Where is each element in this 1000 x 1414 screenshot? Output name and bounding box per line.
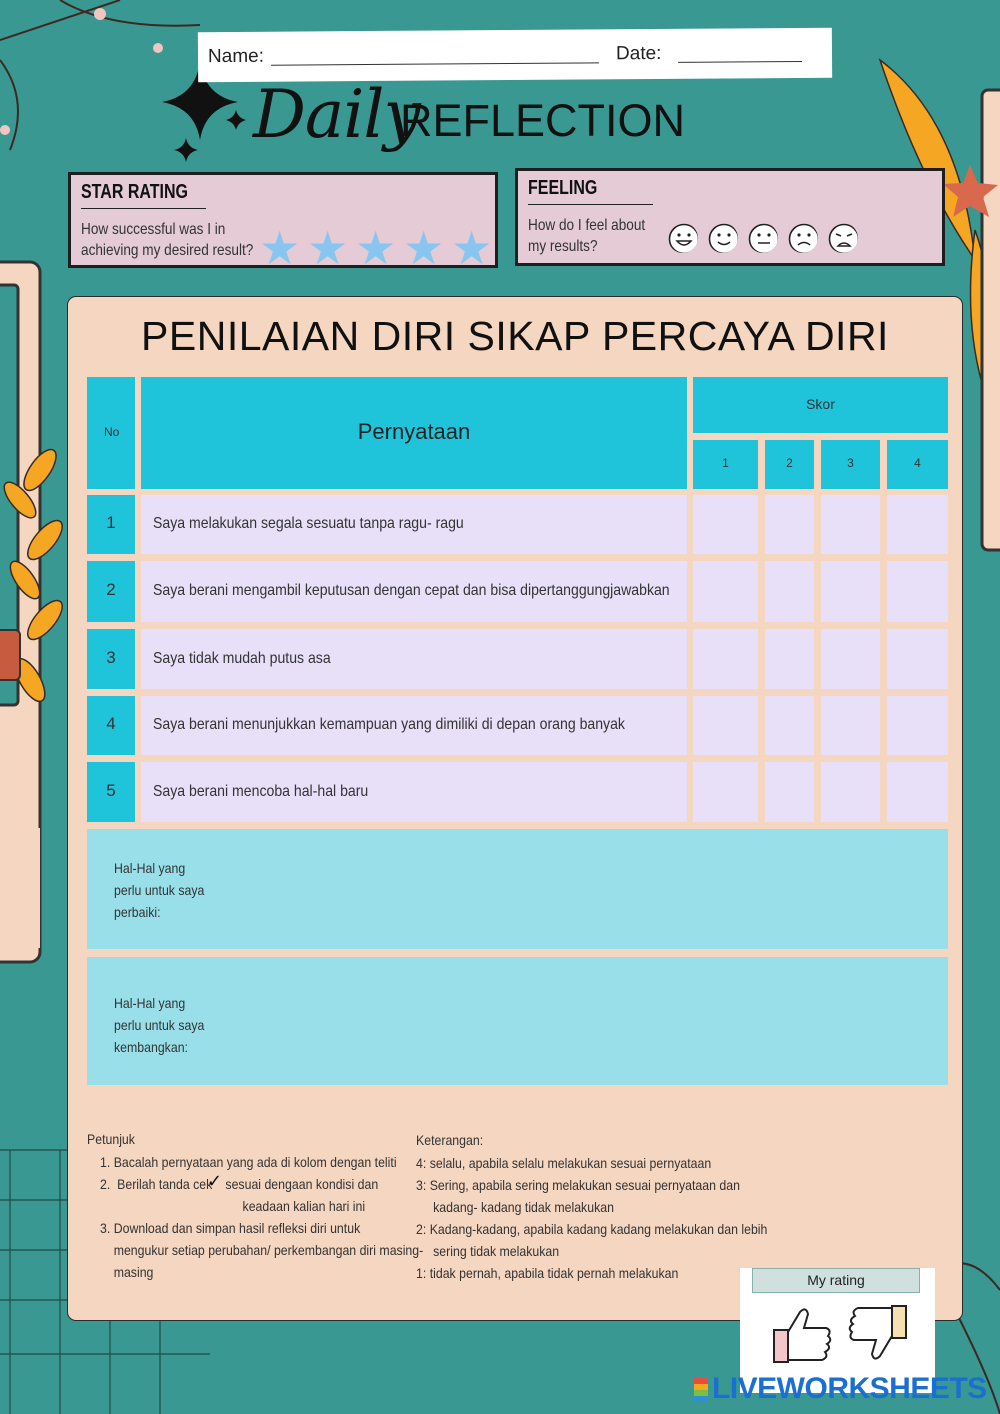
score-cell-r5-3[interactable] — [821, 762, 880, 822]
statement-text: Saya berani menunjukkan kemampuan yang dimiliki di depan orang banyak — [153, 716, 625, 733]
very-happy-face-icon[interactable] — [668, 223, 698, 253]
row-number-cell — [87, 495, 135, 554]
score-label-3: 3 — [847, 456, 854, 470]
score-cell-r3-3[interactable] — [821, 629, 880, 689]
star-icon[interactable]: ★ — [259, 221, 301, 275]
row-number-cell — [87, 561, 135, 622]
date-label: Date: — [615, 42, 662, 65]
improve-notes-label: Hal-Hal yang perlu untuk saya perbaiki: — [114, 860, 205, 920]
statement-cell — [141, 696, 687, 755]
develop-notes-box[interactable] — [87, 957, 948, 1085]
score-cell-r2-2[interactable] — [765, 561, 814, 622]
header-no-cell — [87, 377, 135, 489]
neutral-face-icon[interactable] — [748, 223, 778, 253]
instruction-1: 1. Bacalah pernyataan yang ada di kolom dengan teliti — [100, 1154, 397, 1170]
star-icon[interactable]: ★ — [451, 221, 493, 275]
legend-2: 2: Kadang-kadang, apabila kadang kadang melakukan dan lebih sering tidak melakukan — [416, 1221, 768, 1259]
feeling-underline — [528, 204, 653, 205]
row-number: 5 — [106, 781, 116, 800]
improve-notes-box[interactable] — [87, 829, 948, 949]
liveworksheets-logo-icon — [694, 1378, 708, 1402]
row-number-cell — [87, 762, 135, 822]
header-score: Skor — [806, 396, 835, 412]
score-cell-r1-3[interactable] — [821, 495, 880, 554]
row-number: 4 — [106, 714, 116, 733]
feeling-question: How do I feel about my results? — [528, 217, 646, 255]
statement-text: Saya berani mencoba hal-hal baru — [153, 783, 369, 800]
name-field[interactable] — [271, 62, 599, 65]
row-number: 1 — [106, 513, 116, 532]
score-label-4: 4 — [914, 456, 921, 470]
thumbs-down-icon[interactable] — [846, 1302, 912, 1366]
legend-4: 4: selalu, apabila selalu melakukan sesuai pernyataan — [416, 1155, 712, 1171]
star-rating-card — [68, 172, 498, 275]
very-sad-face-icon[interactable] — [828, 223, 858, 253]
legend-3: 3: Sering, apabila sering melakukan sesuai pernyataan dan kadang- kadang tidak melakukan — [416, 1177, 740, 1215]
score-header-3 — [821, 440, 880, 489]
score-cell-r2-1[interactable] — [693, 561, 758, 622]
score-cell-r2-4[interactable] — [887, 561, 948, 622]
check-icon: ✓ — [207, 1171, 223, 1192]
score-cell-r4-4[interactable] — [887, 696, 948, 755]
statement-text: Saya berani mengambil keputusan dengan cepat dan bisa dipertanggungjawabkan — [153, 582, 670, 599]
score-label-2: 2 — [786, 456, 793, 470]
instruction-3: 3. Download dan simpan hasil refleksi diri untuk mengukur setiap perubahan/ perkembangan diri masing- masing — [100, 1220, 424, 1280]
header-score-cell — [693, 377, 948, 433]
score-cell-r5-2[interactable] — [765, 762, 814, 822]
header-statement: Pernyataan — [357, 419, 471, 444]
legend-1: 1: tidak pernah, apabila tidak pernah melakukan — [416, 1265, 679, 1281]
title-reflection: REFLECTION — [400, 95, 686, 146]
score-cell-r3-4[interactable] — [887, 629, 948, 689]
star-icon[interactable]: ★ — [355, 221, 397, 275]
assessment-title: PENILAIAN DIRI SIKAP PERCAYA DIRI — [141, 313, 889, 359]
name-date-bar — [198, 28, 832, 82]
star-icon[interactable]: ★ — [403, 221, 445, 275]
develop-notes-label: Hal-Hal yang perlu untuk saya kembangkan: — [114, 995, 205, 1055]
watermark: LIVEWORKSHEETS — [712, 1372, 987, 1405]
score-cell-r4-1[interactable] — [693, 696, 758, 755]
header-no: No — [104, 425, 120, 439]
star-rating-question: How successful was I in achieving my desired result? — [81, 221, 254, 259]
row-number: 2 — [106, 580, 116, 599]
instruction-2-cont: sesuai dengaan kondisi dan keadaan kalian hari ini — [225, 1176, 379, 1214]
statement-text: Saya melakukan segala sesuatu tanpa ragu- ragu — [153, 515, 464, 532]
score-cell-r4-2[interactable] — [765, 696, 814, 755]
row-number-cell — [87, 629, 135, 689]
score-header-4 — [887, 440, 948, 489]
score-label-1: 1 — [722, 456, 729, 470]
feeling-card — [515, 168, 945, 266]
statement-cell — [141, 762, 687, 822]
header-statement-cell — [141, 377, 687, 489]
sad-face-icon[interactable] — [788, 223, 818, 253]
score-cell-r1-2[interactable] — [765, 495, 814, 554]
name-label: Name: — [207, 45, 265, 68]
row-number: 3 — [106, 648, 116, 667]
title-daily: Daily — [253, 76, 420, 153]
score-cell-r2-3[interactable] — [821, 561, 880, 622]
statement-cell — [141, 495, 687, 554]
statement-text: Saya tidak mudah putus asa — [153, 650, 331, 667]
score-cell-r3-1[interactable] — [693, 629, 758, 689]
feeling-title: FEELING — [528, 177, 598, 199]
instructions-title: Petunjuk — [87, 1131, 135, 1147]
score-cell-r5-1[interactable] — [693, 762, 758, 822]
date-field[interactable] — [678, 61, 802, 63]
star-rating-underline — [81, 208, 206, 209]
star-icon[interactable]: ★ — [307, 221, 349, 275]
score-cell-r1-1[interactable] — [693, 495, 758, 554]
score-cell-r1-4[interactable] — [887, 495, 948, 554]
score-cell-r3-2[interactable] — [765, 629, 814, 689]
my-rating-label: My rating — [752, 1268, 920, 1293]
score-cell-r5-4[interactable] — [887, 762, 948, 822]
score-header-2 — [765, 440, 814, 489]
score-cell-r4-3[interactable] — [821, 696, 880, 755]
legend-title: Keterangan: — [416, 1132, 484, 1148]
statement-cell — [141, 561, 687, 622]
thumbs-up-icon[interactable] — [770, 1302, 836, 1366]
statement-cell — [141, 629, 687, 689]
row-number-cell — [87, 696, 135, 755]
instruction-2: 2. Berilah tanda cek — [100, 1176, 213, 1192]
happy-face-icon[interactable] — [708, 223, 738, 253]
star-rating-title: STAR RATING — [81, 181, 188, 203]
score-header-1 — [693, 440, 758, 489]
